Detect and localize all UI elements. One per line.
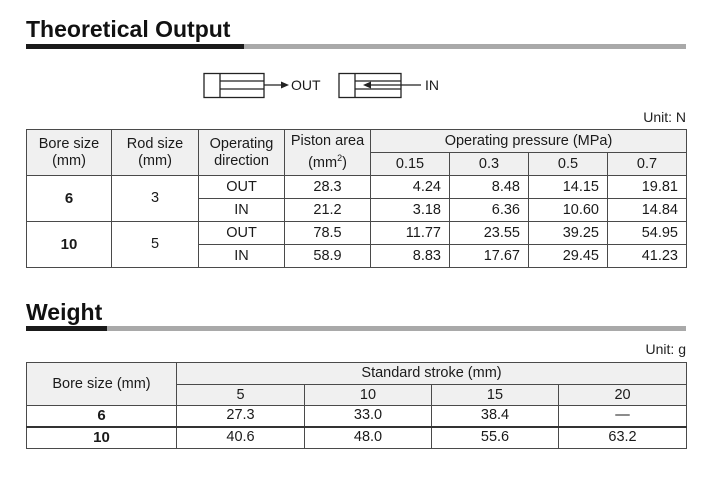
header-pressure-value: 0.5	[529, 153, 608, 176]
weight-cell: 40.6	[177, 427, 305, 449]
table-row	[27, 427, 687, 449]
direction-cell: OUT	[199, 176, 285, 199]
force-cell: 23.55	[450, 222, 529, 245]
header-bore-size: Bore size (mm)	[27, 363, 177, 406]
header-bore-size-line2: (mm)	[52, 152, 86, 169]
header-stroke-value: 5	[177, 385, 305, 406]
bore-size-cell: 10	[27, 222, 112, 268]
weight-unit-label: Unit: g	[645, 341, 686, 357]
weight-underline-dark	[26, 326, 107, 331]
header-direction-line2: direction	[214, 152, 269, 169]
weight-cell: 27.3	[177, 406, 305, 427]
header-rod-size-line1: Rod size	[126, 135, 184, 152]
weight-cell: 48.0	[305, 427, 432, 449]
header-pressure-value: 0.3	[450, 153, 529, 176]
out-cylinder-icon	[204, 74, 289, 98]
weight-cell: —	[559, 406, 687, 427]
cylinder-diagram-svg	[203, 72, 463, 100]
force-cell: 17.67	[450, 245, 529, 268]
direction-cell: IN	[199, 199, 285, 222]
force-cell: 8.83	[371, 245, 450, 268]
piston-area-cell: 78.5	[285, 222, 371, 245]
force-cell: 3.18	[371, 199, 450, 222]
header-piston-area-sup: 2	[337, 153, 343, 164]
table-row	[27, 176, 687, 199]
header-rod-size	[112, 130, 199, 176]
weight-underline-grey	[107, 326, 686, 331]
header-piston-area-line1: Piston area	[290, 133, 365, 150]
weight-cell: 63.2	[559, 427, 687, 449]
piston-area-cell: 28.3	[285, 176, 371, 199]
rod-size-cell: 3	[112, 176, 199, 222]
table-row	[27, 406, 687, 427]
weight-table	[26, 362, 687, 449]
force-cell: 39.25	[529, 222, 608, 245]
header-stroke-value: 20	[559, 385, 687, 406]
force-cell: 6.36	[450, 199, 529, 222]
force-cell: 8.48	[450, 176, 529, 199]
bore-size-cell: 10	[27, 427, 177, 449]
weight-title: Weight	[26, 299, 103, 325]
cylinder-direction-diagram	[203, 72, 463, 100]
bore-size-cell: 6	[27, 406, 177, 427]
header-direction-line1: Operating	[209, 135, 274, 152]
piston-area-cell: 58.9	[285, 245, 371, 268]
header-piston-area-close: )	[342, 154, 347, 171]
header-stroke-value: 15	[432, 385, 559, 406]
weight-cell: 33.0	[305, 406, 432, 427]
header-bore-size	[27, 130, 112, 176]
header-operating-pressure: Operating pressure (MPa)	[371, 130, 687, 153]
header-pressure-value: 0.7	[608, 153, 687, 176]
title-underline-dark	[26, 44, 244, 49]
output-unit-label: Unit: N	[643, 109, 686, 125]
theoretical-output-title: Theoretical Output	[26, 16, 231, 42]
force-cell: 19.81	[608, 176, 687, 199]
title-underline-grey	[244, 44, 686, 49]
force-cell: 41.23	[608, 245, 687, 268]
force-cell: 10.60	[529, 199, 608, 222]
header-bore-size-line1: Bore size	[38, 135, 100, 152]
bore-size-cell: 6	[27, 176, 112, 222]
header-piston-area-unit: (mm	[308, 154, 338, 171]
header-direction	[199, 130, 285, 176]
header-piston-area	[285, 130, 371, 176]
header-rod-size-line2: (mm)	[138, 152, 172, 169]
force-cell: 11.77	[371, 222, 450, 245]
out-label: OUT	[291, 77, 321, 93]
direction-cell: OUT	[199, 222, 285, 245]
header-stroke-value: 10	[305, 385, 432, 406]
force-cell: 4.24	[371, 176, 450, 199]
header-standard-stroke: Standard stroke (mm)	[177, 363, 687, 385]
force-cell: 14.84	[608, 199, 687, 222]
force-cell: 14.15	[529, 176, 608, 199]
weight-cell: 55.6	[432, 427, 559, 449]
force-cell: 29.45	[529, 245, 608, 268]
in-cylinder-icon	[339, 74, 421, 98]
force-cell: 54.95	[608, 222, 687, 245]
weight-cell: 38.4	[432, 406, 559, 427]
table-row	[27, 222, 687, 245]
in-label: IN	[425, 77, 439, 93]
direction-cell: IN	[199, 245, 285, 268]
rod-size-cell: 5	[112, 222, 199, 268]
theoretical-output-table	[26, 129, 687, 268]
piston-area-cell: 21.2	[285, 199, 371, 222]
header-pressure-value: 0.15	[371, 153, 450, 176]
